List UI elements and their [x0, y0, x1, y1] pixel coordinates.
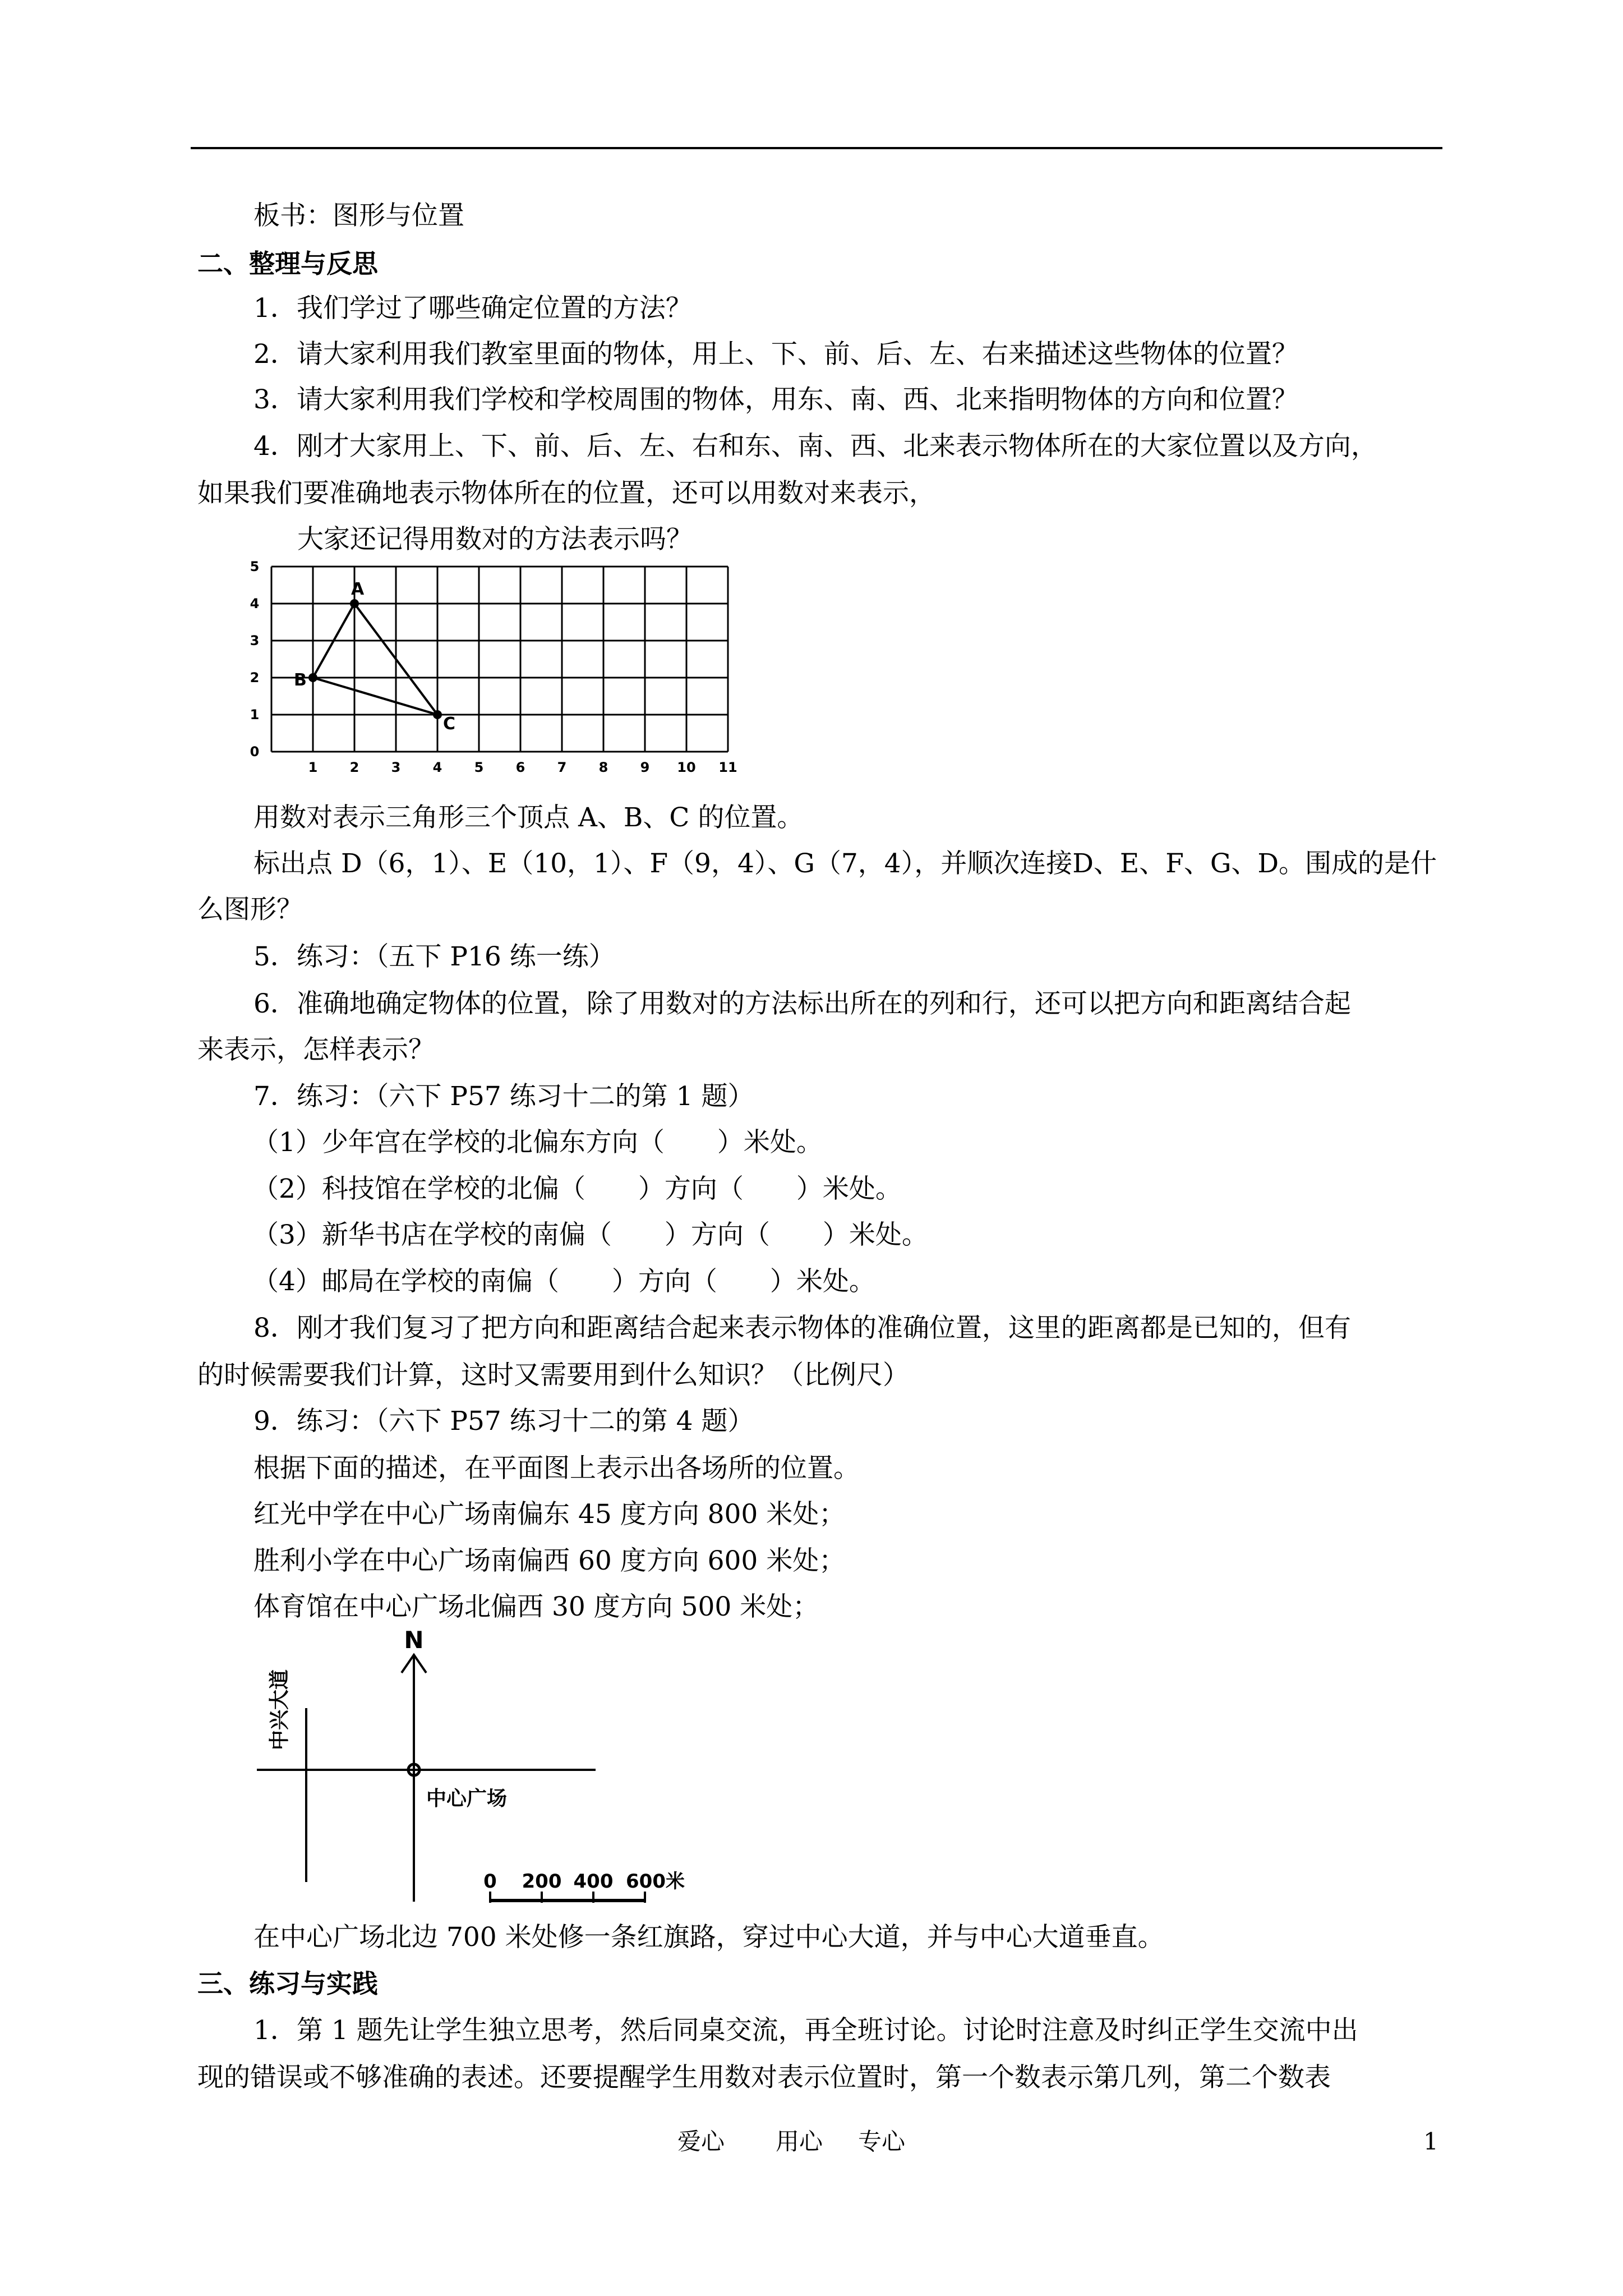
vertex-point	[433, 710, 442, 719]
y-tick-label: 5	[250, 559, 260, 574]
practice-1-line-1: 1．第 1 题先让学生独立思考，然后同桌交流，再全班讨论。讨论时注意及时纠正学生交流中出	[253, 2015, 1358, 2046]
question-8-line-2: 的时候需要我们计算，这时又需要用到什么知识？（比例尺）	[197, 1360, 909, 1391]
footer-motto-3: 专心	[858, 2128, 906, 2155]
y-tick-label: 2	[250, 670, 260, 685]
question-5: 5．练习：（五下 P16 练一练）	[253, 941, 615, 972]
question-9-description: 根据下面的描述，在平面图上表示出各场所的位置。	[253, 1453, 860, 1484]
vertex-label: B	[294, 670, 307, 690]
x-tick-label: 8	[598, 760, 608, 775]
y-tick-labels	[250, 559, 260, 760]
question-6-line-1: 6．准确地确定物体的位置，除了用数对的方法标出所在的列和行，还可以把方向和距离结合起	[253, 988, 1351, 1019]
question-9-item-c: 体育馆在中心广场北偏西 30 度方向 500 米处；	[253, 1591, 819, 1622]
y-tick-label: 1	[250, 707, 260, 723]
question-1: 1．我们学过了哪些确定位置的方法？	[253, 293, 692, 324]
map-figure	[247, 1627, 751, 1918]
question-7: 7．练习：（六下 P57 练习十二的第 1 题）	[253, 1081, 754, 1112]
y-tick-label: 3	[250, 633, 260, 648]
center-plaza-label: 中心广场	[426, 1787, 508, 1810]
coordinate-grid-figure	[247, 555, 751, 780]
x-tick-label: 2	[349, 760, 359, 775]
footer-motto-2: 用心	[776, 2128, 823, 2155]
mark-points-line-1: 标出点 D（6，1）、E（10，1）、F（9，4）、G（7，4），并顺次连接D、E、F、G、D。围成的是什	[253, 848, 1437, 879]
section-2-heading: 二、整理与反思	[197, 249, 378, 279]
question-7-item-3: （3）新华书店在学校的南偏（ ）方向（ ）米处。	[252, 1220, 928, 1250]
mark-points-line-2: 么图形？	[197, 894, 303, 925]
question-6-line-2: 来表示，怎样表示？	[197, 1034, 435, 1065]
board-note: 板书：图形与位置	[253, 200, 464, 231]
question-9-item-a: 红光中学在中心广场南偏东 45 度方向 800 米处；	[253, 1499, 846, 1530]
page-number: 1	[1423, 2128, 1438, 2155]
scale-label: 0	[483, 1870, 497, 1893]
x-tick-label: 3	[391, 760, 401, 775]
question-7-item-4: （4）邮局在学校的南偏（ ）方向（ ）米处。	[252, 1266, 875, 1297]
question-3: 3．请大家利用我们学校和学校周围的物体，用东、南、西、北来指明物体的方向和位置？	[253, 384, 1298, 415]
scale-label: 400	[573, 1870, 614, 1893]
question-2: 2．请大家利用我们教室里面的物体，用上、下、前、后、左、右来描述这些物体的位置？	[253, 339, 1298, 370]
scale-label: 200	[522, 1870, 562, 1893]
question-4-line-2: 如果我们要准确地表示物体所在的位置，还可以用数对来表示，	[197, 478, 935, 509]
x-tick-label: 4	[432, 760, 442, 775]
triangle-outline	[313, 604, 437, 715]
practice-1-line-2: 现的错误或不够准确的表述。还要提醒学生用数对表示位置时，第一个数表示第几列，第二个数表	[197, 2062, 1331, 2093]
scale-label: 600米	[626, 1870, 685, 1893]
x-tick-label: 5	[474, 760, 484, 775]
footer-motto-1: 爱心	[677, 2128, 725, 2155]
x-tick-label: 7	[557, 760, 567, 775]
x-tick-label: 10	[677, 760, 696, 775]
header-rule	[191, 147, 1442, 149]
question-7-item-1: （1）少年宫在学校的北偏东方向（ ）米处。	[252, 1127, 823, 1158]
question-9-item-b: 胜利小学在中心广场南偏西 60 度方向 600 米处；	[253, 1545, 846, 1576]
x-tick-label: 6	[515, 760, 525, 775]
section-3-heading: 三、练习与实践	[197, 1968, 378, 1999]
question-8-line-1: 8．刚才我们复习了把方向和距离结合起来表示物体的准确位置，这里的距离都是已知的，但有	[253, 1313, 1351, 1343]
north-label: N	[404, 1627, 424, 1654]
question-4-line-1: 4．刚才大家用上、下、前、后、左、右和东、南、西、北来表示物体所在的大家位置以及方向，	[253, 431, 1377, 462]
grid-instruction: 用数对表示三角形三个顶点 A、B、C 的位置。	[253, 802, 804, 833]
vertex-point	[350, 599, 359, 608]
question-4-line-3: 大家还记得用数对的方法表示吗？	[297, 524, 693, 555]
zhongxing-avenue-label: 中兴大道	[268, 1669, 291, 1750]
y-tick-label: 4	[250, 596, 260, 611]
vertex-label: C	[443, 714, 456, 734]
vertex-label: A	[351, 579, 365, 599]
y-tick-label: 0	[250, 744, 260, 760]
question-7-item-2: （2）科技馆在学校的北偏（ ）方向（ ）米处。	[252, 1174, 902, 1204]
x-tick-label: 11	[718, 760, 737, 775]
x-tick-label: 9	[640, 760, 650, 775]
x-tick-label: 1	[308, 760, 318, 775]
grid-lines	[271, 567, 728, 752]
vertex-point	[308, 673, 317, 682]
question-9: 9．练习：（六下 P57 练习十二的第 4 题）	[253, 1406, 754, 1437]
x-tick-labels	[308, 760, 737, 775]
triangle-abc	[294, 579, 455, 734]
road-note: 在中心广场北边 700 米处修一条红旗路，穿过中心大道，并与中心大道垂直。	[253, 1922, 1164, 1953]
